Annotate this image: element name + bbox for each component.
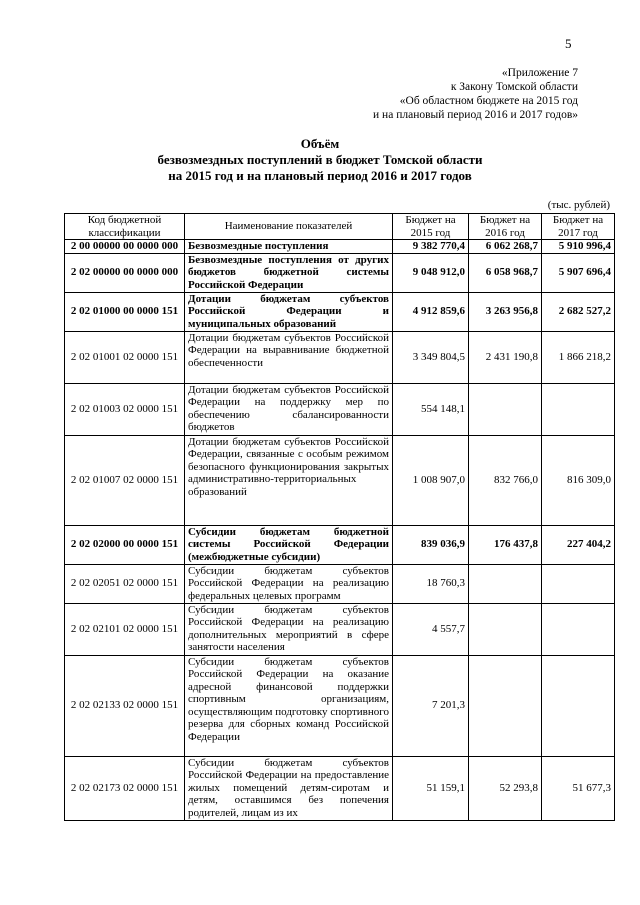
row-value-2016: [469, 564, 542, 603]
title-line: на 2015 год и на плановый период 2016 и 2017 годов: [168, 168, 472, 183]
row-value-2016: 6 062 268,7: [469, 240, 542, 254]
row-name: Субсидии бюджетам бюджетной системы Российской Федерации (межбюджетные субсидии): [185, 525, 393, 564]
row-name: Субсидии бюджетам субъектов Российской Федерации на оказание адресной финансовой поддержки спортивным организациям, осуществляющим подготовку спортивного резерва для сборных команд Российской Федерации: [185, 655, 393, 756]
appendix-line: к Закону Томской области: [450, 81, 578, 93]
row-code: 2 02 02133 02 0000 151: [65, 655, 185, 756]
row-code: 2 02 01000 00 0000 151: [65, 292, 185, 331]
header-code: Код бюджетной классификации: [65, 214, 185, 240]
row-value-2015: 4 912 859,6: [393, 292, 469, 331]
row-value-2016: 6 058 968,7: [469, 253, 542, 292]
row-value-2015: 51 159,1: [393, 756, 469, 820]
row-value-2016: 2 431 190,8: [469, 331, 542, 383]
title-line: Объём: [300, 136, 340, 151]
row-code: 2 02 01007 02 0000 151: [65, 435, 185, 525]
units-label: (тыс. рублей): [547, 199, 610, 211]
row-value-2015: 18 760,3: [393, 564, 469, 603]
header-2016: Бюджет на 2016 год: [469, 214, 542, 240]
row-code: 2 02 02101 02 0000 151: [65, 603, 185, 655]
row-value-2017: 816 309,0: [542, 435, 615, 525]
row-value-2016: 832 766,0: [469, 435, 542, 525]
row-value-2017: 5 910 996,4: [542, 240, 615, 254]
row-value-2017: 5 907 696,4: [542, 253, 615, 292]
row-value-2017: [542, 564, 615, 603]
budget-table: [64, 213, 615, 821]
row-code: 2 02 01001 02 0000 151: [65, 331, 185, 383]
row-value-2017: 1 866 218,2: [542, 331, 615, 383]
table-row: [65, 525, 615, 564]
row-name: Дотации бюджетам субъектов Российской Федерации на поддержку мер по обеспечению сбалансированности бюджетов: [185, 383, 393, 435]
header-2015: Бюджет на 2015 год: [393, 214, 469, 240]
table-row: [65, 435, 615, 525]
appendix-line: и на плановый период 2016 и 2017 годов»: [373, 109, 578, 121]
table-row: [65, 331, 615, 383]
table-row: [65, 253, 615, 292]
row-value-2016: 176 437,8: [469, 525, 542, 564]
row-value-2016: [469, 603, 542, 655]
row-name: Субсидии бюджетам субъектов Российской Федерации на реализацию дополнительных мероприятий в сфере занятости населения: [185, 603, 393, 655]
header-name: Наименование показателей: [185, 214, 393, 240]
row-name: Дотации бюджетам субъектов Российской Федерации на выравнивание бюджетной обеспеченности: [185, 331, 393, 383]
row-value-2017: 2 682 527,2: [542, 292, 615, 331]
row-value-2017: [542, 655, 615, 756]
row-value-2015: 839 036,9: [393, 525, 469, 564]
row-name: Субсидии бюджетам субъектов Российской Федерации на реализацию федеральных целевых программ: [185, 564, 393, 603]
row-value-2017: 227 404,2: [542, 525, 615, 564]
table-row: [65, 564, 615, 603]
row-value-2017: 51 677,3: [542, 756, 615, 820]
row-value-2017: [542, 603, 615, 655]
row-value-2015: 3 349 804,5: [393, 331, 469, 383]
row-value-2015: 4 557,7: [393, 603, 469, 655]
page-number: 5: [565, 36, 572, 51]
row-code: 2 02 02051 02 0000 151: [65, 564, 185, 603]
row-code: 2 02 02000 00 0000 151: [65, 525, 185, 564]
row-value-2015: 554 148,1: [393, 383, 469, 435]
table-row: [65, 240, 615, 254]
header-2017: Бюджет на 2017 год: [542, 214, 615, 240]
row-value-2017: [542, 383, 615, 435]
row-value-2015: 9 382 770,4: [393, 240, 469, 254]
table-header-row: [65, 214, 615, 240]
appendix-line: «Приложение 7: [501, 67, 578, 79]
table-row: [65, 756, 615, 820]
row-code: 2 02 00000 00 0000 000: [65, 253, 185, 292]
row-value-2016: 3 263 956,8: [469, 292, 542, 331]
row-value-2015: 1 008 907,0: [393, 435, 469, 525]
document-title: [0, 136, 640, 184]
row-name: Безвозмездные поступления от других бюджетов бюджетной системы Российской Федерации: [185, 253, 393, 292]
table-row: [65, 383, 615, 435]
row-value-2016: 52 293,8: [469, 756, 542, 820]
table-row: [65, 655, 615, 756]
row-name: Дотации бюджетам субъектов Российской Федерации, связанные с особым режимом безопасного функционирования закрытых административно-территориальных образований: [185, 435, 393, 525]
title-line: безвозмездных поступлений в бюджет Томской области: [157, 152, 483, 167]
appendix-line: «Об областном бюджете на 2015 год: [399, 95, 578, 107]
appendix-note: [373, 66, 578, 122]
table-body: [65, 240, 615, 821]
row-code: 2 02 01003 02 0000 151: [65, 383, 185, 435]
row-name: Субсидии бюджетам субъектов Российской Федерации на предоставление жилых помещений детям-сиротам и детям, оставшимся без попечения родителей, лицам из их: [185, 756, 393, 820]
row-name: Дотации бюджетам субъектов Российской Федерации и муниципальных образований: [185, 292, 393, 331]
row-value-2015: 7 201,3: [393, 655, 469, 756]
row-value-2015: 9 048 912,0: [393, 253, 469, 292]
row-code: 2 00 00000 00 0000 000: [65, 240, 185, 254]
row-value-2016: [469, 383, 542, 435]
row-value-2016: [469, 655, 542, 756]
table-row: [65, 603, 615, 655]
row-code: 2 02 02173 02 0000 151: [65, 756, 185, 820]
row-name: Безвозмездные поступления: [185, 240, 393, 254]
table-row: [65, 292, 615, 331]
